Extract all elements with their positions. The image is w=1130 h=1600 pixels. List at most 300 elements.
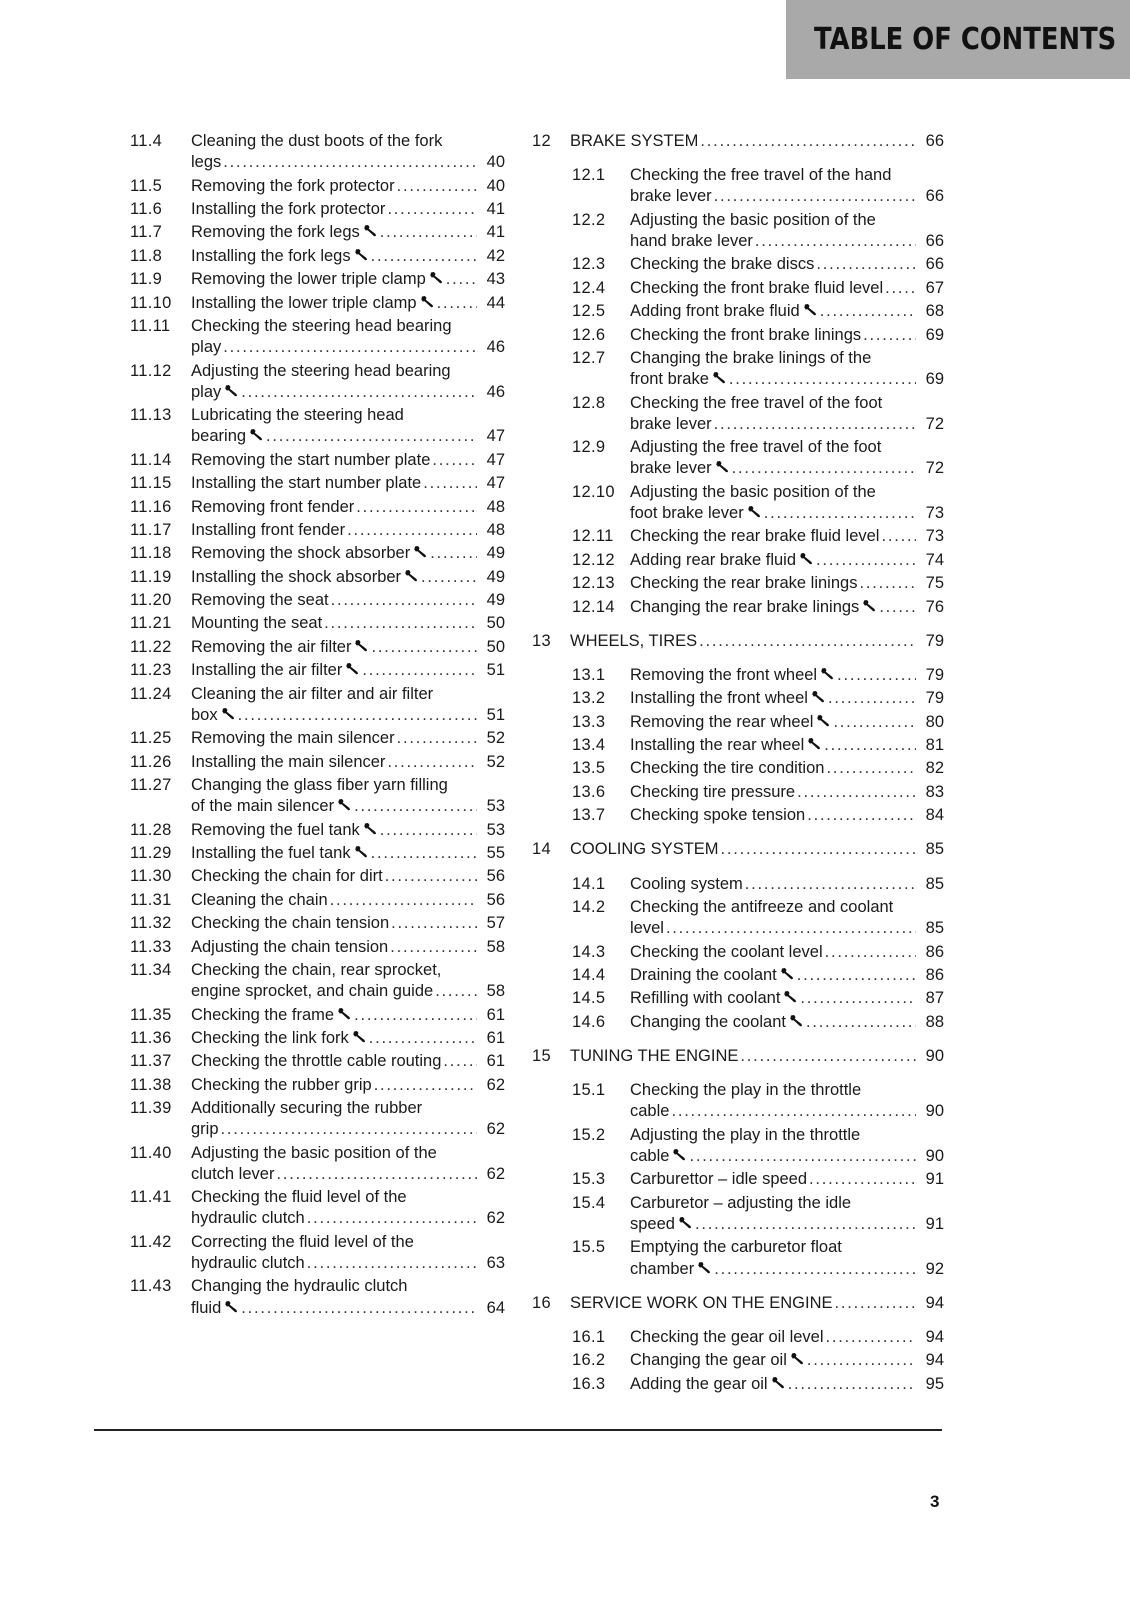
- page-ref[interactable]: 86: [925, 942, 944, 961]
- section-number: 15.1: [572, 1081, 606, 1100]
- page-ref[interactable]: 48: [486, 520, 505, 539]
- entry-title: Checking the coolant level: [630, 942, 823, 961]
- toc-entry[interactable]: [532, 758, 944, 779]
- dot-leader: [356, 497, 477, 518]
- dot-leader: [371, 637, 477, 658]
- entry-title: Removing the fork legs: [191, 223, 360, 242]
- page-ref[interactable]: 62: [486, 1164, 505, 1183]
- toc-entry[interactable]: [532, 1080, 944, 1122]
- toc-entry[interactable]: [130, 1051, 505, 1072]
- wrench-icon: [355, 843, 369, 856]
- dot-leader: [732, 458, 916, 479]
- page-ref[interactable]: 40: [486, 153, 505, 172]
- toc-entry[interactable]: [532, 988, 944, 1009]
- dot-leader: [806, 1012, 916, 1033]
- section-number: 15: [532, 1047, 551, 1066]
- dot-leader: [380, 222, 477, 243]
- toc-entry[interactable]: [130, 728, 505, 749]
- page-ref[interactable]: 85: [925, 840, 944, 859]
- toc-entry[interactable]: [532, 735, 944, 756]
- page-ref[interactable]: 64: [486, 1298, 505, 1317]
- toc-entry[interactable]: [130, 497, 505, 518]
- entry-title: brake lever: [630, 187, 712, 206]
- toc-entry[interactable]: [130, 246, 505, 267]
- toc-entry[interactable]: [130, 131, 505, 173]
- toc-entry[interactable]: [532, 165, 944, 207]
- page-ref[interactable]: 88: [925, 1012, 944, 1031]
- page-ref[interactable]: 49: [486, 591, 505, 610]
- wrench-icon: [698, 1259, 712, 1272]
- entry-title: Changing the gear oil: [630, 1351, 787, 1370]
- entry-title: Draining the coolant: [630, 966, 777, 985]
- page-ref[interactable]: 50: [486, 637, 505, 656]
- entry-title: Checking the antifreeze and coolant: [630, 898, 894, 917]
- page-ref[interactable]: 47: [486, 474, 505, 493]
- page-ref[interactable]: 87: [925, 989, 944, 1008]
- page-ref[interactable]: 46: [486, 382, 505, 401]
- entry-title: TUNING THE ENGINE: [570, 1047, 739, 1066]
- entry-title: Cleaning the air filter and air filter: [191, 684, 434, 703]
- entry-title: Checking the tire condition: [630, 759, 825, 778]
- toc-chapter-entry[interactable]: [532, 131, 944, 152]
- toc-entry[interactable]: [130, 1143, 505, 1185]
- toc-entry[interactable]: [532, 1350, 944, 1371]
- dot-leader: [435, 981, 477, 1002]
- page-ref[interactable]: 86: [925, 966, 944, 985]
- wrench-icon: [791, 1350, 805, 1363]
- entry-title: Checking the gear oil level: [630, 1328, 824, 1346]
- entry-title: Installing the fork legs: [191, 246, 351, 265]
- page-ref[interactable]: 53: [486, 820, 505, 839]
- page-ref[interactable]: 55: [486, 843, 505, 862]
- wrench-icon: [421, 293, 435, 306]
- page-ref[interactable]: 56: [486, 890, 505, 909]
- dot-leader: [241, 1298, 477, 1319]
- page-ref[interactable]: 61: [486, 1028, 505, 1047]
- entry-title: legs: [191, 153, 222, 172]
- page-ref[interactable]: 66: [925, 255, 944, 274]
- toc-entry[interactable]: [130, 866, 505, 887]
- entry-title: Installing the lower triple clamp: [191, 293, 417, 312]
- wrench-icon: [781, 965, 795, 978]
- toc-entry[interactable]: [532, 1193, 944, 1235]
- wrench-icon: [716, 458, 730, 471]
- entry-title: Checking the free travel of the hand: [630, 166, 892, 185]
- section-number: 13.7: [572, 806, 606, 825]
- toc-entry[interactable]: [532, 874, 944, 895]
- page-ref[interactable]: 69: [925, 325, 944, 344]
- page-ref[interactable]: 66: [925, 187, 944, 206]
- toc-entry[interactable]: [130, 1276, 505, 1318]
- page-ref[interactable]: 47: [486, 427, 505, 446]
- toc-entry[interactable]: [532, 325, 944, 346]
- entry-title: Mounting the seat: [191, 614, 323, 633]
- page-ref[interactable]: 44: [486, 293, 505, 312]
- section-number: 11.19: [130, 567, 172, 586]
- section-number: 11.41: [130, 1188, 172, 1207]
- page-ref[interactable]: 41: [486, 199, 505, 218]
- toc-entry[interactable]: [532, 712, 944, 733]
- entry-title: WHEELS, TIRES: [570, 631, 698, 650]
- page-ref[interactable]: 90: [925, 1102, 944, 1121]
- page-ref[interactable]: 73: [925, 527, 944, 546]
- wrench-icon: [353, 1028, 367, 1041]
- toc-entry[interactable]: [532, 805, 944, 826]
- toc-entry[interactable]: [130, 775, 505, 817]
- section-number: 11.22: [130, 637, 172, 656]
- dot-leader: [820, 301, 916, 322]
- toc-entry[interactable]: [130, 660, 505, 681]
- toc-entry[interactable]: [130, 937, 505, 958]
- entry-title: of the main silencer: [191, 797, 335, 816]
- section-number: 11.28: [130, 820, 172, 839]
- entry-title: brake lever: [630, 414, 712, 433]
- page-ref[interactable]: 94: [925, 1328, 944, 1346]
- wrench-icon: [250, 426, 264, 439]
- toc-entry[interactable]: [532, 1327, 944, 1348]
- dot-leader: [397, 176, 477, 197]
- page-ref[interactable]: 69: [925, 370, 944, 389]
- page-ref[interactable]: 52: [486, 752, 505, 771]
- wrench-icon: [364, 820, 378, 833]
- page-ref[interactable]: 83: [925, 782, 944, 801]
- page-ref[interactable]: 82: [925, 759, 944, 778]
- toc-entry[interactable]: [130, 752, 505, 773]
- entry-title: Checking spoke tension: [630, 806, 806, 825]
- section-number: 11.5: [130, 176, 163, 195]
- toc-entry[interactable]: [130, 222, 505, 243]
- page-ref[interactable]: 53: [486, 797, 505, 816]
- toc-entry[interactable]: [532, 526, 944, 547]
- section-number: 11.39: [130, 1099, 172, 1118]
- dot-leader: [828, 688, 916, 709]
- section-number: 11.40: [130, 1143, 172, 1162]
- dot-leader: [437, 293, 477, 314]
- dot-leader: [695, 1214, 916, 1235]
- toc-entry[interactable]: [532, 782, 944, 803]
- entry-title: Installing the fork protector: [191, 199, 386, 218]
- toc-entry[interactable]: [532, 597, 944, 618]
- page-ref[interactable]: 56: [486, 867, 505, 886]
- toc-entry[interactable]: [532, 210, 944, 252]
- page-ref[interactable]: 91: [925, 1170, 944, 1189]
- toc-entry[interactable]: [130, 199, 505, 220]
- page-ref[interactable]: 40: [486, 176, 505, 195]
- dot-leader: [276, 1164, 477, 1185]
- dot-leader: [721, 839, 916, 860]
- toc-entry[interactable]: [130, 1098, 505, 1140]
- page-ref[interactable]: 84: [925, 806, 944, 825]
- page-ref[interactable]: 43: [486, 270, 505, 289]
- page-ref[interactable]: 94: [925, 1293, 944, 1312]
- toc-entry[interactable]: [130, 405, 505, 447]
- dot-leader: [729, 369, 916, 390]
- page-ref[interactable]: 47: [486, 450, 505, 469]
- wrench-icon: [338, 796, 352, 809]
- wrench-icon: [863, 597, 877, 610]
- toc-entry[interactable]: [532, 573, 944, 594]
- page-ref[interactable]: 74: [925, 550, 944, 569]
- section-number: 12: [532, 132, 551, 150]
- dot-leader: [443, 1051, 477, 1072]
- dot-leader: [223, 337, 477, 358]
- section-number: 16: [532, 1293, 551, 1312]
- toc-entry[interactable]: [532, 301, 944, 322]
- dot-leader: [446, 269, 477, 290]
- page-ref[interactable]: 63: [486, 1254, 505, 1273]
- dot-leader: [362, 660, 477, 681]
- section-number: 14.1: [572, 874, 606, 893]
- toc-entry[interactable]: [130, 1075, 505, 1096]
- toc-entry[interactable]: [130, 1232, 505, 1274]
- wrench-icon: [784, 988, 798, 1001]
- section-number: 11.27: [130, 776, 172, 794]
- toc-entry[interactable]: [532, 665, 944, 686]
- page-ref[interactable]: 57: [486, 914, 505, 933]
- dot-leader: [689, 1146, 916, 1167]
- toc-entry[interactable]: [532, 1169, 944, 1190]
- dot-leader: [307, 1253, 477, 1274]
- toc-entry[interactable]: [130, 361, 505, 403]
- page-ref[interactable]: 67: [925, 278, 944, 297]
- dot-leader: [809, 1169, 916, 1190]
- page-ref[interactable]: 58: [486, 982, 505, 1001]
- entry-title: Checking the link fork: [191, 1028, 349, 1047]
- toc-entry[interactable]: [532, 254, 944, 275]
- entry-title: play: [191, 382, 222, 401]
- toc-entry[interactable]: [130, 293, 505, 314]
- section-number: 12.12: [572, 550, 615, 569]
- page-ref[interactable]: 79: [925, 689, 944, 708]
- toc-entry[interactable]: [532, 550, 944, 571]
- toc-entry[interactable]: [532, 942, 944, 963]
- page-ref[interactable]: 79: [925, 665, 944, 684]
- toc-entry[interactable]: [130, 450, 505, 471]
- page-ref[interactable]: 66: [925, 232, 944, 250]
- section-number: 13.5: [572, 759, 606, 778]
- dot-leader: [755, 231, 916, 252]
- page-ref[interactable]: 90: [925, 1047, 944, 1066]
- page-ref[interactable]: 51: [486, 705, 505, 724]
- toc-entry[interactable]: [532, 688, 944, 709]
- toc-entry[interactable]: [130, 820, 505, 841]
- dot-leader: [714, 414, 916, 435]
- toc-chapter-entry[interactable]: [532, 631, 944, 652]
- dot-leader: [797, 965, 916, 986]
- section-number: 11.34: [130, 960, 172, 979]
- section-number: 11.30: [130, 867, 172, 886]
- page-ref[interactable]: 72: [925, 414, 944, 433]
- toc-entry[interactable]: [130, 520, 505, 541]
- entry-title: fluid: [191, 1298, 222, 1317]
- dot-leader: [385, 866, 477, 887]
- toc-entry[interactable]: [130, 543, 505, 564]
- entry-title: Checking the throttle cable routing: [191, 1052, 442, 1071]
- entry-title: Removing the main silencer: [191, 729, 395, 748]
- dot-leader: [714, 1259, 916, 1280]
- toc-entry[interactable]: [532, 965, 944, 986]
- toc-entry[interactable]: [130, 269, 505, 290]
- dot-leader: [330, 890, 477, 911]
- wrench-icon: [355, 637, 369, 650]
- toc-entry[interactable]: [130, 913, 505, 934]
- page-ref[interactable]: 81: [925, 736, 944, 755]
- dot-leader: [826, 1327, 916, 1348]
- toc-entry[interactable]: [532, 1125, 944, 1167]
- toc-entry[interactable]: [130, 473, 505, 494]
- section-number: 13: [532, 631, 551, 650]
- toc-entry[interactable]: [130, 316, 505, 358]
- entry-title: Removing the air filter: [191, 637, 352, 656]
- entry-title: clutch lever: [191, 1164, 275, 1183]
- entry-title: Checking the free travel of the foot: [630, 393, 883, 412]
- entry-title: Adjusting the chain tension: [191, 937, 389, 956]
- page-ref[interactable]: 85: [925, 874, 944, 893]
- page-ref[interactable]: 52: [486, 729, 505, 748]
- page-ref[interactable]: 62: [486, 1209, 505, 1228]
- entry-title: bearing: [191, 427, 247, 446]
- toc-entry[interactable]: [130, 1028, 505, 1049]
- toc-entry[interactable]: [130, 176, 505, 197]
- entry-title: Installing front fender: [191, 520, 346, 539]
- page-ref[interactable]: 62: [486, 1075, 505, 1094]
- page-ref[interactable]: 68: [925, 302, 944, 321]
- page-ref[interactable]: 72: [925, 459, 944, 478]
- page-ref[interactable]: 50: [486, 614, 505, 633]
- entry-title: Correcting the fluid level of the: [191, 1232, 414, 1251]
- page-ref[interactable]: 41: [486, 223, 505, 242]
- wrench-icon: [338, 1005, 352, 1018]
- dot-leader: [421, 567, 477, 588]
- page-ref[interactable]: 61: [486, 1005, 505, 1024]
- dot-leader: [354, 1005, 477, 1026]
- entry-title: Adjusting the free travel of the foot: [630, 438, 882, 457]
- toc-entry[interactable]: [130, 1187, 505, 1229]
- dot-leader: [816, 550, 916, 571]
- entry-title: Installing the main silencer: [191, 752, 386, 771]
- page-ref[interactable]: 85: [925, 919, 944, 938]
- section-number: 11.25: [130, 729, 172, 748]
- section-number: 13.1: [572, 665, 606, 684]
- page-ref[interactable]: 49: [486, 544, 505, 563]
- dot-leader: [354, 796, 477, 817]
- toc-entry[interactable]: [532, 348, 944, 390]
- entry-title: hydraulic clutch: [191, 1254, 305, 1273]
- entry-title: Checking the fluid level of the: [191, 1188, 407, 1207]
- wrench-icon: [679, 1214, 693, 1227]
- dot-leader: [797, 782, 916, 803]
- toc-entry[interactable]: [532, 393, 944, 435]
- dot-leader: [387, 752, 477, 773]
- dot-leader: [824, 735, 916, 756]
- section-number: 14: [532, 840, 551, 859]
- wrench-icon: [748, 503, 762, 516]
- dot-leader: [430, 543, 477, 564]
- section-number: 13.6: [572, 782, 606, 801]
- toc-entry[interactable]: [130, 684, 505, 726]
- entry-title: Installing the fuel tank: [191, 843, 351, 862]
- page-ref[interactable]: 49: [486, 567, 505, 586]
- toc-entry[interactable]: [130, 613, 505, 634]
- wrench-icon: [225, 382, 239, 395]
- wrench-icon: [346, 660, 360, 673]
- entry-title: Changing the brake linings of the: [630, 348, 872, 367]
- page-ref[interactable]: 80: [925, 712, 944, 731]
- entry-title: Adjusting the basic position of the: [630, 210, 876, 229]
- toc-entry[interactable]: [130, 843, 505, 864]
- entry-title: Changing the hydraulic clutch: [191, 1277, 408, 1296]
- toc-entry[interactable]: [130, 890, 505, 911]
- dot-leader: [807, 1350, 916, 1371]
- toc-entry[interactable]: [532, 1374, 944, 1395]
- page-ref[interactable]: 51: [486, 661, 505, 680]
- page-ref[interactable]: 91: [925, 1215, 944, 1233]
- entry-title: level: [630, 919, 664, 938]
- page-ref[interactable]: 42: [486, 246, 505, 265]
- section-number: 15.5: [572, 1238, 606, 1257]
- page-ref[interactable]: 90: [925, 1147, 944, 1166]
- page-ref[interactable]: 46: [486, 338, 505, 357]
- toc-entry[interactable]: [532, 1012, 944, 1033]
- entry-title: COOLING SYSTEM: [570, 840, 719, 859]
- section-number: 15.4: [572, 1193, 606, 1212]
- page-ref[interactable]: 75: [925, 574, 944, 593]
- entry-title: Installing the air filter: [191, 661, 343, 680]
- dot-leader: [423, 473, 477, 494]
- page-ref[interactable]: 92: [925, 1259, 944, 1278]
- toc-entry[interactable]: [532, 897, 944, 939]
- toc-chapter-entry[interactable]: [532, 1046, 944, 1067]
- wrench-icon: [355, 246, 369, 259]
- toc-entry[interactable]: [130, 1005, 505, 1026]
- page-ref[interactable]: 61: [486, 1052, 505, 1071]
- section-number: 11.29: [130, 843, 172, 862]
- toc-entry[interactable]: [532, 1237, 944, 1279]
- toc-entry[interactable]: [532, 482, 944, 524]
- page-ref[interactable]: 58: [486, 937, 505, 956]
- toc-entry[interactable]: [130, 590, 505, 611]
- dot-leader: [307, 1208, 477, 1229]
- wrench-icon: [804, 301, 818, 314]
- toc-entry[interactable]: [532, 437, 944, 479]
- entry-title: Adjusting the play in the throttle: [630, 1125, 861, 1144]
- toc-entry[interactable]: [130, 567, 505, 588]
- entry-title: Checking the chain, rear sprocket,: [191, 960, 442, 979]
- section-number: 11.20: [130, 591, 172, 610]
- toc-entry[interactable]: [532, 278, 944, 299]
- toc-entry[interactable]: [130, 637, 505, 658]
- dot-leader: [699, 631, 916, 652]
- wrench-icon: [364, 222, 378, 235]
- entry-title: Changing the coolant: [630, 1012, 786, 1031]
- page-ref[interactable]: 79: [925, 631, 944, 650]
- toc-right-column: [532, 131, 944, 1397]
- toc-entry[interactable]: [130, 960, 505, 1002]
- toc-chapter-entry[interactable]: [532, 839, 944, 860]
- entry-title: box: [191, 705, 218, 724]
- page-ref[interactable]: 62: [486, 1120, 505, 1139]
- toc-chapter-entry[interactable]: [532, 1293, 944, 1314]
- page-ref[interactable]: 48: [486, 497, 505, 516]
- page-ref[interactable]: 76: [925, 597, 944, 616]
- page-ref[interactable]: 95: [925, 1374, 944, 1393]
- section-number: 11.26: [130, 752, 172, 771]
- page-ref[interactable]: 73: [925, 503, 944, 522]
- dot-leader: [816, 254, 916, 275]
- dot-leader: [432, 450, 477, 471]
- page-ref[interactable]: 66: [925, 132, 944, 150]
- page-ref[interactable]: 94: [925, 1351, 944, 1370]
